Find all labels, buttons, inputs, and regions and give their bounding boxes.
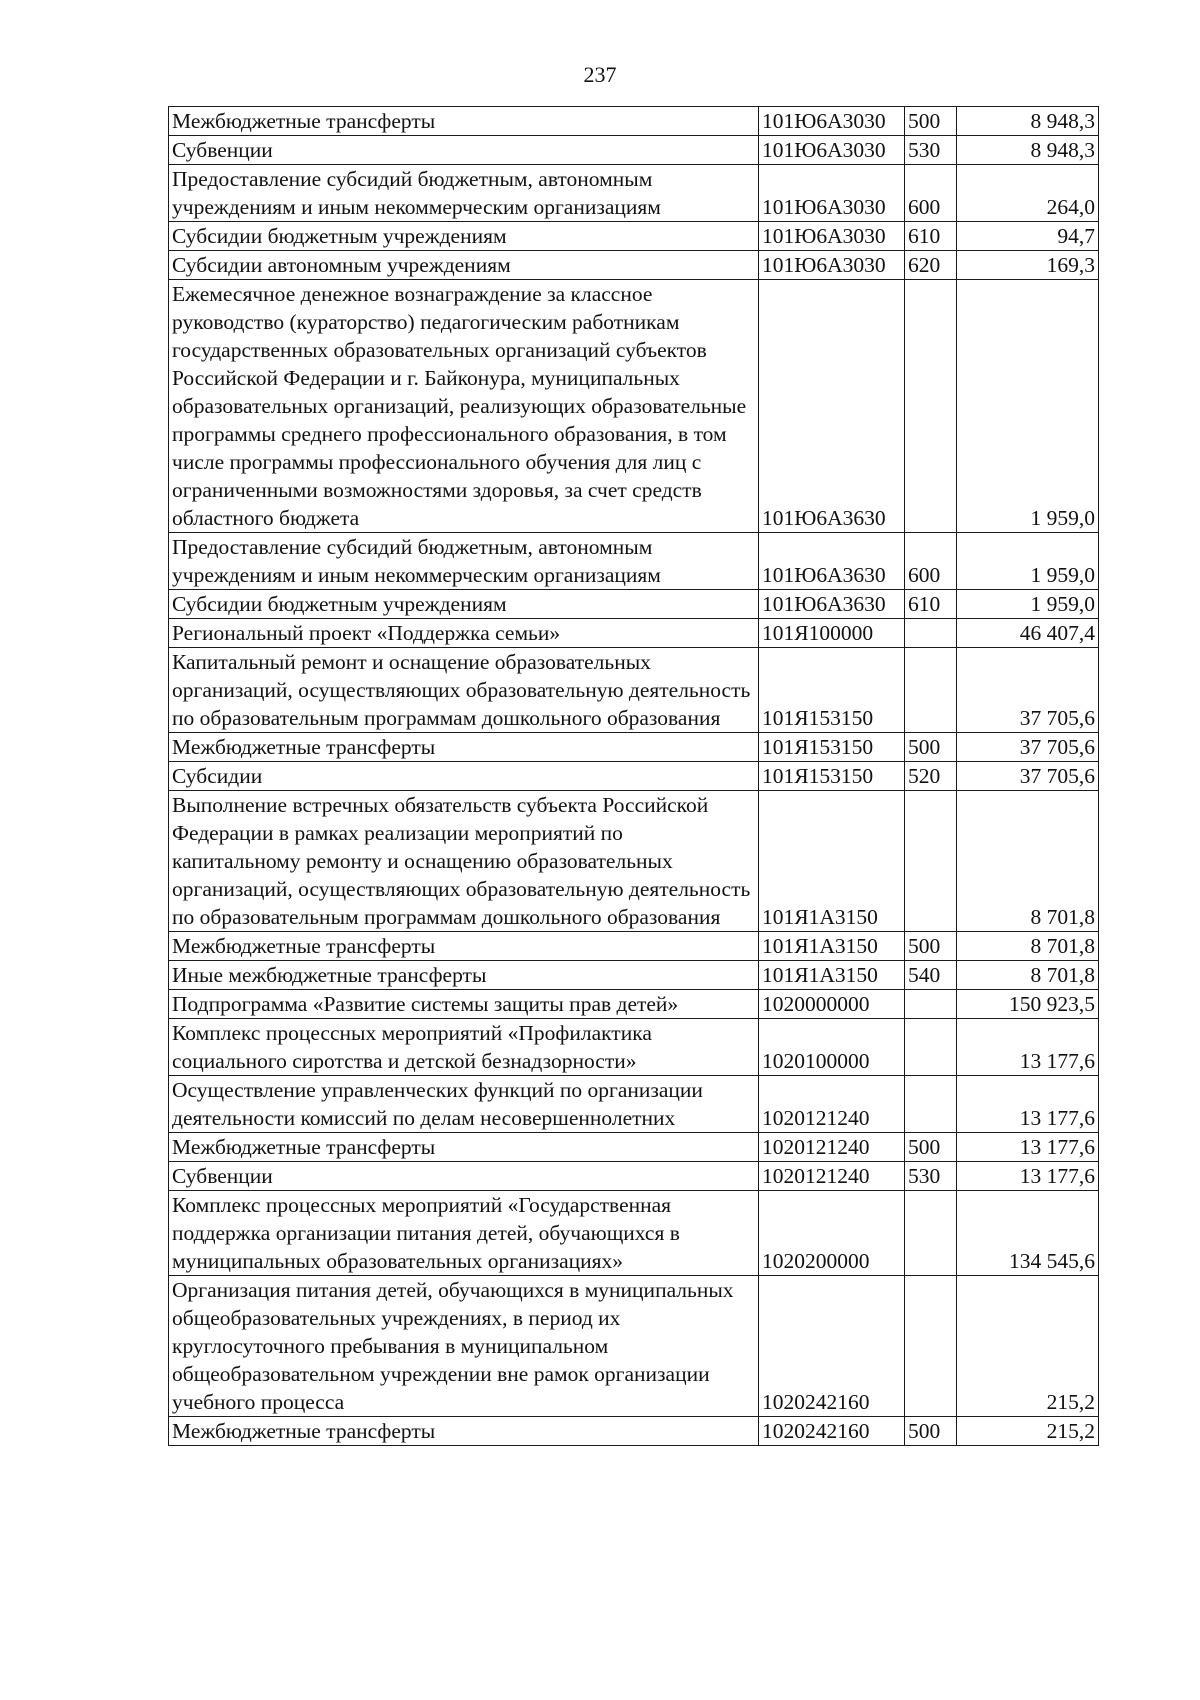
row-code-cell: 101Я153150 [759,733,905,762]
row-name-cell: Организация питания детей, обучающихся в муниципальных общеобразовательных учреждениях, в период их круглосуточного пребывания в муниципальном общеобразовательном учреждении вне рамок организации учебного процесса [169,1276,759,1417]
row-expense-type-cell: 500 [905,1133,957,1162]
row-name-cell: Капитальный ремонт и оснащение образовательных организаций, осуществляющих образовательную деятельность по образовательным программам дошкольного образования [169,648,759,733]
row-expense-type-cell [905,1076,957,1133]
table-row [169,107,1099,136]
row-name-cell: Субсидии [169,762,759,791]
row-code-cell: 101Ю6А3630 [759,280,905,533]
row-amount-cell: 13 177,6 [957,1133,1099,1162]
row-expense-type-cell [905,1019,957,1076]
table-row [169,791,1099,932]
row-amount-cell: 37 705,6 [957,762,1099,791]
row-expense-type-cell: 530 [905,1162,957,1191]
row-amount-cell: 1 959,0 [957,590,1099,619]
row-name-cell: Комплекс процессных мероприятий «Государственная поддержка организации питания детей, обучающихся в муниципальных образовательных организациях» [169,1191,759,1276]
table-row [169,733,1099,762]
row-code-cell: 101Я1А3150 [759,791,905,932]
row-expense-type-cell: 530 [905,136,957,165]
row-expense-type-cell: 500 [905,1417,957,1446]
row-amount-cell: 215,2 [957,1417,1099,1446]
row-expense-type-cell [905,1276,957,1417]
row-name-cell: Межбюджетные трансферты [169,1417,759,1446]
table-row [169,762,1099,791]
row-expense-type-cell: 540 [905,961,957,990]
row-expense-type-cell [905,619,957,648]
row-name-cell: Межбюджетные трансферты [169,932,759,961]
row-amount-cell: 134 545,6 [957,1191,1099,1276]
row-expense-type-cell: 600 [905,165,957,222]
row-code-cell: 101Я1А3150 [759,932,905,961]
row-name-cell: Межбюджетные трансферты [169,107,759,136]
table-row [169,648,1099,733]
row-amount-cell: 215,2 [957,1276,1099,1417]
row-code-cell: 101Ю6А3030 [759,251,905,280]
row-amount-cell: 1 959,0 [957,280,1099,533]
row-code-cell: 1020000000 [759,990,905,1019]
row-code-cell: 101Ю6А3630 [759,533,905,590]
row-code-cell: 1020121240 [759,1076,905,1133]
table-row [169,280,1099,533]
row-expense-type-cell [905,990,957,1019]
row-code-cell: 101Ю6А3030 [759,165,905,222]
row-amount-cell: 46 407,4 [957,619,1099,648]
table-row [169,1133,1099,1162]
row-code-cell: 1020200000 [759,1191,905,1276]
table-row [169,590,1099,619]
table-row [169,533,1099,590]
row-expense-type-cell: 500 [905,107,957,136]
row-code-cell: 101Я153150 [759,648,905,733]
row-expense-type-cell: 520 [905,762,957,791]
row-name-cell: Региональный проект «Поддержка семьи» [169,619,759,648]
row-name-cell: Межбюджетные трансферты [169,733,759,762]
table-row [169,619,1099,648]
row-amount-cell: 169,3 [957,251,1099,280]
row-name-cell: Иные межбюджетные трансферты [169,961,759,990]
row-name-cell: Межбюджетные трансферты [169,1133,759,1162]
row-code-cell: 1020121240 [759,1133,905,1162]
row-amount-cell: 150 923,5 [957,990,1099,1019]
row-code-cell: 101Ю6А3030 [759,136,905,165]
row-code-cell: 101Я100000 [759,619,905,648]
table-row [169,990,1099,1019]
table-row [169,1276,1099,1417]
table-row [169,1076,1099,1133]
row-expense-type-cell [905,280,957,533]
row-amount-cell: 94,7 [957,222,1099,251]
row-code-cell: 1020242160 [759,1276,905,1417]
row-name-cell: Осуществление управленческих функций по организации деятельности комиссий по делам несовершеннолетних [169,1076,759,1133]
row-expense-type-cell: 500 [905,932,957,961]
row-name-cell: Предоставление субсидий бюджетным, автономным учреждениям и иным некоммерческим организациям [169,533,759,590]
row-code-cell: 101Я1А3150 [759,961,905,990]
row-amount-cell: 13 177,6 [957,1076,1099,1133]
row-expense-type-cell: 610 [905,590,957,619]
row-expense-type-cell: 610 [905,222,957,251]
page-number: 237 [583,62,617,87]
row-amount-cell: 37 705,6 [957,733,1099,762]
row-code-cell: 1020121240 [759,1162,905,1191]
row-amount-cell: 264,0 [957,165,1099,222]
table-row [169,1417,1099,1446]
budget-table [168,106,1099,1446]
row-expense-type-cell [905,1191,957,1276]
row-code-cell: 101Ю6А3030 [759,107,905,136]
row-code-cell: 101Я153150 [759,762,905,791]
row-amount-cell: 13 177,6 [957,1019,1099,1076]
row-expense-type-cell: 500 [905,733,957,762]
row-code-cell: 101Ю6А3630 [759,590,905,619]
row-name-cell: Комплекс процессных мероприятий «Профилактика социального сиротства и детской безнадзорности» [169,1019,759,1076]
row-amount-cell: 8 701,8 [957,791,1099,932]
table-row [169,1019,1099,1076]
row-amount-cell: 8 701,8 [957,932,1099,961]
row-name-cell: Выполнение встречных обязательств субъекта Российской Федерации в рамках реализации мероприятий по капитальному ремонту и оснащению образовательных организаций, осуществляющих образовательную деятельность по образовательным программам дошкольного образования [169,791,759,932]
row-name-cell: Субсидии бюджетным учреждениям [169,590,759,619]
row-name-cell: Субвенции [169,136,759,165]
table-row [169,961,1099,990]
table-row [169,165,1099,222]
table-row [169,1162,1099,1191]
table-row [169,136,1099,165]
table-row [169,222,1099,251]
row-expense-type-cell [905,791,957,932]
row-amount-cell: 37 705,6 [957,648,1099,733]
row-code-cell: 1020100000 [759,1019,905,1076]
row-name-cell: Субвенции [169,1162,759,1191]
row-amount-cell: 1 959,0 [957,533,1099,590]
row-amount-cell: 13 177,6 [957,1162,1099,1191]
table-row [169,251,1099,280]
row-amount-cell: 8 948,3 [957,136,1099,165]
table-row [169,1191,1099,1276]
row-code-cell: 101Ю6А3030 [759,222,905,251]
budget-table-body [169,107,1099,1446]
row-name-cell: Подпрограмма «Развитие системы защиты прав детей» [169,990,759,1019]
row-amount-cell: 8 701,8 [957,961,1099,990]
row-amount-cell: 8 948,3 [957,107,1099,136]
row-code-cell: 1020242160 [759,1417,905,1446]
row-expense-type-cell [905,648,957,733]
row-name-cell: Субсидии автономным учреждениям [169,251,759,280]
row-name-cell: Ежемесячное денежное вознаграждение за классное руководство (кураторство) педагогическим работникам государственных образовательных организаций субъектов Российской Федерации и г. Байконура, муниципальных образовательных организаций, реализующих образовательные программы среднего профессионального образования, в том числе программы профессионального обучения для лиц с ограниченными возможностями здоровья, за счет средств областного бюджета [169,280,759,533]
row-name-cell: Субсидии бюджетным учреждениям [169,222,759,251]
row-expense-type-cell: 600 [905,533,957,590]
row-expense-type-cell: 620 [905,251,957,280]
table-row [169,932,1099,961]
row-name-cell: Предоставление субсидий бюджетным, автономным учреждениям и иным некоммерческим организациям [169,165,759,222]
